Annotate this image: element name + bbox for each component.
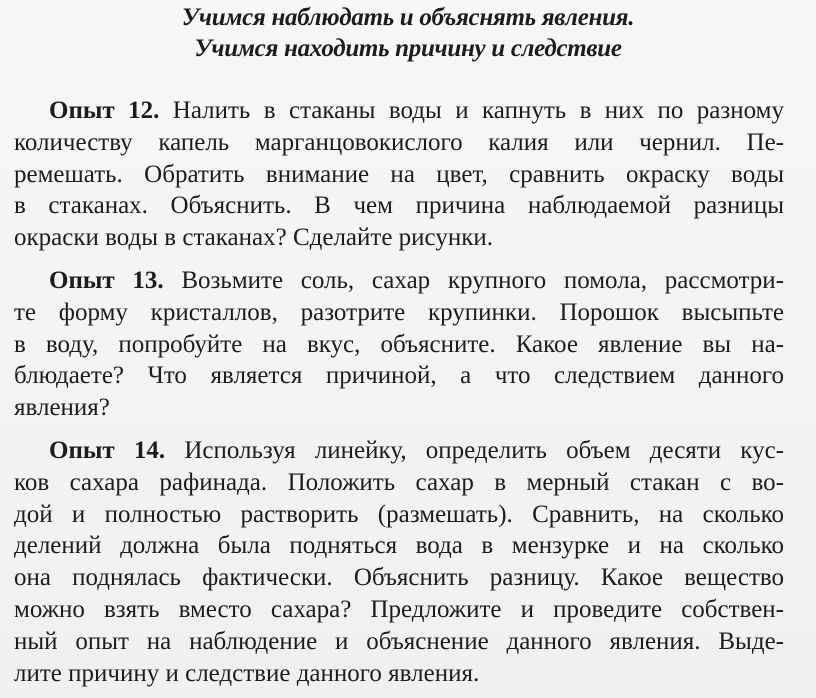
experiment-13-text-1: Возьмите соль, сахар крупного помола, рассмотри- <box>181 267 785 294</box>
experiment-14-line-4: делений должна была подняться вода в мензурке и на сколько <box>14 532 784 560</box>
experiment-12-text-1: Налить в стаканы воды и капнуть в них по разному <box>172 97 784 124</box>
experiment-14-line-5: она поднялась фактически. Объяснить разницу. Какое вещество <box>14 564 784 592</box>
experiment-12-line-4: в стаканах. Объяснить. В чем причина наблюдаемой разницы <box>14 192 784 220</box>
experiment-14-line-6: можно взять вместо сахара? Предложите и проведите собствен- <box>14 595 784 623</box>
experiment-14-line-8: лите причину и следствие данного явления. <box>14 659 480 687</box>
experiment-14-text-1: Используя линейку, определить объем десяти кус- <box>184 437 785 464</box>
experiment-13-line-1 <box>14 265 784 297</box>
experiment-13-line-2: те форму кристаллов, разотрите крупинки. Порошок высыпьте <box>14 298 784 326</box>
experiment-13-line-3: в воду, попробуйте на вкус, объясните. Какое явление вы на- <box>14 330 784 358</box>
experiment-13-line-5: явления? <box>14 394 110 422</box>
experiment-14-line-3: дой и полностью растворить (размешать). Сравнить, на сколько <box>14 500 784 528</box>
experiment-13-line-4: блюдаете? Что является причиной, а что следствием данного <box>14 362 784 390</box>
experiment-12-label: Опыт 12. <box>49 97 160 124</box>
experiment-14-paragraph <box>14 435 784 689</box>
section-heading-line-1: Учимся наблюдать и объяснять явления. <box>181 4 635 31</box>
experiment-12-paragraph <box>14 95 784 254</box>
experiment-12-line-2: количеству капель марганцовокислого калия или чернил. Пе- <box>14 128 784 156</box>
experiment-13-paragraph <box>14 265 784 424</box>
experiment-14-line-7: ный опыт на наблюдение и объяснение данного явления. Выде- <box>14 627 784 655</box>
experiment-12-line-1 <box>14 95 784 127</box>
experiment-12-line-3: ремешать. Обратить внимание на цвет, сравнить окраску воды <box>14 160 784 188</box>
experiment-14-line-2: ков сахара рафинада. Положить сахар в мерный стакан с во- <box>14 468 784 496</box>
experiment-14-line-1 <box>14 435 784 467</box>
section-heading-line-2: Учимся находить причину и следствие <box>194 35 622 62</box>
experiment-13-label: Опыт 13. <box>49 267 164 294</box>
experiment-12-line-5: окраски воды в стаканах? Сделайте рисунки. <box>14 224 493 252</box>
experiment-14-label: Опыт 14. <box>49 437 166 464</box>
